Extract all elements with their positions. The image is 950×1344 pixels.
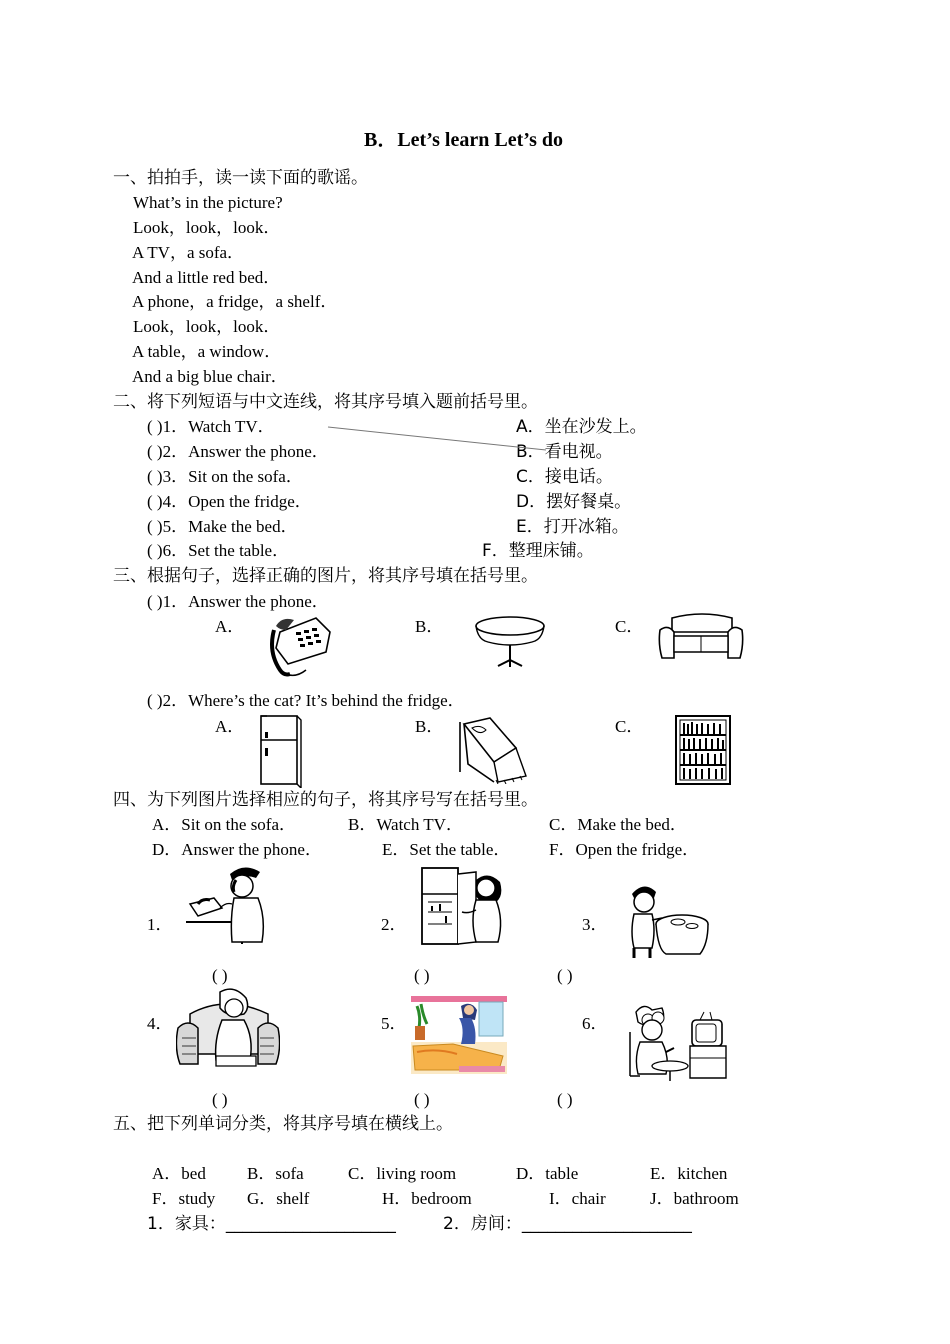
phrase-item: ( )6．Set the table．	[147, 541, 290, 560]
bookshelf-picture	[672, 714, 734, 786]
watch-tv-picture	[626, 1002, 730, 1082]
option-label: B．	[415, 617, 444, 636]
option-label: A．	[215, 617, 245, 636]
picture-number: 6．	[582, 1014, 608, 1033]
telephone-picture	[266, 612, 334, 678]
connecting-line	[326, 424, 550, 454]
section-3-heading: 三、根据句子，选择正确的图片，将其序号填在括号里。	[113, 566, 538, 586]
picture-number: 4．	[147, 1014, 173, 1033]
word-item: F．study	[152, 1189, 216, 1208]
bed-picture	[456, 714, 532, 784]
page-title: B．Let’s learn Let’s do	[364, 129, 564, 151]
option-label: B．	[415, 717, 444, 736]
table-picture	[472, 614, 548, 670]
section-2-heading: 二、将下列短语与中文连线，将其序号填入题前括号里。	[113, 392, 538, 412]
room-blank[interactable]: 2．房间：____________________	[443, 1214, 692, 1234]
word-item: E．kitchen	[650, 1164, 728, 1183]
make-bed-picture	[411, 996, 507, 1074]
phrase-item: ( )1．Watch TV．	[147, 417, 275, 436]
answer-bracket[interactable]: ( )	[557, 1090, 573, 1109]
picture-number: 3．	[582, 915, 608, 934]
word-item: B．sofa	[247, 1164, 304, 1183]
furniture-blank[interactable]: 1．家具：____________________	[147, 1214, 396, 1234]
question-1: ( )1．Answer the phone．	[147, 592, 329, 611]
answer-bracket[interactable]: ( )	[414, 966, 430, 985]
word-item: J．bathroom	[650, 1189, 739, 1208]
phrase-item: ( )2．Answer the phone．	[147, 442, 329, 461]
chinese-item: B．看电视。	[516, 442, 613, 462]
picture-number: 5．	[381, 1014, 407, 1033]
answer-bracket[interactable]: ( )	[414, 1090, 430, 1109]
answer-phone-picture	[184, 864, 270, 946]
word-item: D．table	[516, 1164, 579, 1183]
sentence-option: B．Watch TV．	[348, 815, 463, 834]
sentence-option: C．Make the bed．	[549, 815, 687, 834]
open-fridge-picture	[418, 864, 506, 948]
sentence-option: D．Answer the phone．	[152, 840, 322, 859]
set-table-picture	[628, 880, 712, 962]
chant-line: And a big blue chair．	[132, 367, 288, 386]
picture-number: 1．	[147, 915, 173, 934]
phrase-item: ( )4．Open the fridge．	[147, 492, 312, 511]
chant-line: A table，a window．	[132, 342, 282, 361]
word-item: G．shelf	[247, 1189, 310, 1208]
option-label: C．	[615, 617, 644, 636]
option-label: C．	[615, 717, 644, 736]
question-2: ( )2．Where’s the cat? It’s behind the fridge．	[147, 691, 465, 710]
answer-bracket[interactable]: ( )	[212, 966, 228, 985]
section-1-heading: 一、拍拍手，读一读下面的歌谣。	[113, 168, 368, 188]
answer-bracket[interactable]: ( )	[557, 966, 573, 985]
section-4-heading: 四、为下列图片选择相应的句子，将其序号写在括号里。	[113, 790, 538, 810]
section-5-heading: 五、把下列单词分类，将其序号填在横线上。	[113, 1114, 453, 1134]
sofa-picture	[656, 612, 746, 664]
option-label: A．	[215, 717, 245, 736]
sentence-option: E．Set the table．	[382, 840, 511, 859]
sentence-option: A．Sit on the sofa．	[152, 815, 297, 834]
sentence-option: F．Open the fridge．	[549, 840, 700, 859]
sit-sofa-picture	[176, 984, 280, 1072]
word-item: A．bed	[152, 1164, 206, 1183]
chinese-item: C．接电话。	[516, 467, 613, 487]
chinese-item: E．打开冰箱。	[516, 517, 629, 537]
word-item: H．bedroom	[382, 1189, 472, 1208]
phrase-item: ( )5．Make the bed．	[147, 517, 298, 536]
word-item: C．living room	[348, 1164, 457, 1183]
chant-line: Look，look，look．	[133, 218, 281, 237]
chant-line: And a little red bed．	[132, 268, 281, 287]
answer-bracket[interactable]: ( )	[212, 1090, 228, 1109]
word-item: I．chair	[549, 1189, 606, 1208]
chinese-item: D．摆好餐桌。	[516, 492, 632, 512]
phrase-item: ( )3．Sit on the sofa．	[147, 467, 303, 486]
chant-line: A phone，a fridge，a shelf．	[132, 292, 338, 311]
chinese-item: F．整理床铺。	[482, 541, 594, 561]
picture-number: 2．	[381, 915, 407, 934]
chant-line: What’s in the picture?	[133, 193, 283, 212]
chant-line: A TV，a sofa．	[132, 243, 245, 262]
chant-line: Look，look，look．	[133, 317, 281, 336]
fridge-picture	[255, 714, 305, 788]
chinese-item: A．坐在沙发上。	[516, 417, 647, 437]
